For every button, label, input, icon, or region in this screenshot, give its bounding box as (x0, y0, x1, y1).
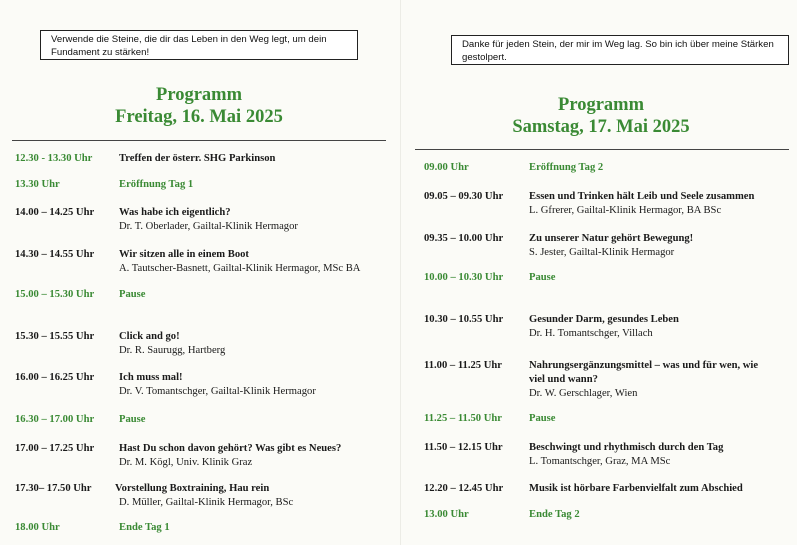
speaker: L. Gfrerer, Gailtal-Klinik Hermagor, BA BSc (529, 205, 722, 216)
session-title: Ich muss mal! (119, 372, 183, 383)
speaker: D. Müller, Gailtal-Klinik Hermagor, BSc (119, 497, 294, 508)
time-slot: 14.30 – 14.55 Uhr (15, 249, 95, 260)
time-slot: 13.00 Uhr (424, 509, 469, 520)
session-title: Essen und Trinken hält Leib und Seele zusammen (529, 191, 755, 202)
session-title: Beschwingt und rhythmisch durch den Tag (529, 442, 724, 453)
session-title: Zu unserer Natur gehört Bewegung! (529, 233, 694, 244)
session-title: Nahrungsergänzungsmittel – was und für wen, wie (529, 360, 759, 371)
program-day-1 (0, 0, 398, 545)
time-slot: 12.20 – 12.45 Uhr (424, 483, 504, 494)
speaker: L. Tomantschger, Graz, MA MSc (529, 456, 671, 467)
time-slot: 10.30 – 10.55 Uhr (424, 314, 504, 325)
time-slot: 11.00 – 11.25 Uhr (424, 360, 502, 371)
session-title: Hast Du schon davon gehört? Was gibt es Neues? (119, 443, 342, 454)
time-slot: 15.30 – 15.55 Uhr (15, 331, 95, 342)
time-slot: 17.30– 17.50 Uhr (15, 483, 92, 494)
session-title: Gesunder Darm, gesundes Leben (529, 314, 679, 325)
time-slot: 15.00 – 15.30 Uhr (15, 289, 95, 300)
quote-box-right: Danke für jeden Stein, der mir im Weg lag. So bin ich über meine Stärken gestolpert. (451, 35, 789, 65)
speaker: S. Jester, Gailtal-Klinik Hermagor (529, 247, 675, 258)
speaker: Dr. V. Tomantschger, Gailtal-Klinik Hermagor (119, 386, 316, 397)
speaker: Dr. H. Tomantschger, Villach (529, 328, 653, 339)
session-title: Ende Tag 2 (529, 509, 580, 520)
speaker: Dr. W. Gerschlager, Wien (529, 388, 638, 399)
program-title: Programm (558, 95, 644, 115)
time-slot: 14.00 – 14.25 Uhr (15, 207, 95, 218)
session-title-continued: viel und wann? (529, 374, 598, 385)
time-slot: 16.30 – 17.00 Uhr (15, 414, 95, 425)
session-title: Pause (119, 414, 146, 425)
time-slot: 11.50 – 12.15 Uhr (424, 442, 503, 453)
program-heading-left (0, 84, 398, 128)
heading-divider (415, 149, 789, 150)
time-slot: 18.00 Uhr (15, 522, 60, 533)
time-slot: 09.05 – 09.30 Uhr (424, 191, 504, 202)
session-title: Eröffnung Tag 2 (529, 162, 604, 173)
session-title: Pause (529, 272, 556, 283)
session-title: Eröffnung Tag 1 (119, 179, 194, 190)
speaker: Dr. M. Kögl, Univ. Klinik Graz (119, 457, 253, 468)
speaker: Dr. R. Saurugg, Hartberg (119, 345, 226, 356)
time-slot: 09.35 – 10.00 Uhr (424, 233, 504, 244)
session-title: Pause (119, 289, 146, 300)
quote-box-left: Verwende die Steine, die dir das Leben in den Weg legt, um dein Fundament zu stärken! (40, 30, 358, 60)
time-slot: 16.00 – 16.25 Uhr (15, 372, 95, 383)
session-title: Click and go! (119, 331, 180, 342)
program-heading-right (405, 94, 797, 138)
speaker: Dr. T. Oberlader, Gailtal-Klinik Hermagor (119, 221, 298, 232)
session-title: Ende Tag 1 (119, 522, 170, 533)
session-title: Pause (529, 413, 556, 424)
session-title: Musik ist hörbare Farbenvielfalt zum Abschied (529, 483, 743, 494)
time-slot: 17.00 – 17.25 Uhr (15, 443, 95, 454)
session-title: Vorstellung Boxtraining, Hau rein (115, 483, 270, 494)
heading-divider (12, 140, 386, 141)
speaker: A. Tautscher-Basnett, Gailtal-Klinik Hermagor, MSc BA (119, 263, 361, 274)
session-title: Treffen der österr. SHG Parkinson (119, 153, 276, 164)
page-fold (400, 0, 401, 545)
time-slot: 12.30 - 13.30 Uhr (15, 153, 93, 164)
time-slot: 13.30 Uhr (15, 179, 60, 190)
time-slot: 09.00 Uhr (424, 162, 469, 173)
program-day-2 (405, 0, 797, 545)
program-date: Samstag, 17. Mai 2025 (512, 117, 690, 137)
session-title: Was habe ich eigentlich? (119, 207, 231, 218)
time-slot: 11.25 – 11.50 Uhr (424, 413, 502, 424)
program-date: Freitag, 16. Mai 2025 (115, 107, 283, 127)
program-title: Programm (156, 85, 242, 105)
session-title: Wir sitzen alle in einem Boot (119, 249, 249, 260)
time-slot: 10.00 – 10.30 Uhr (424, 272, 504, 283)
